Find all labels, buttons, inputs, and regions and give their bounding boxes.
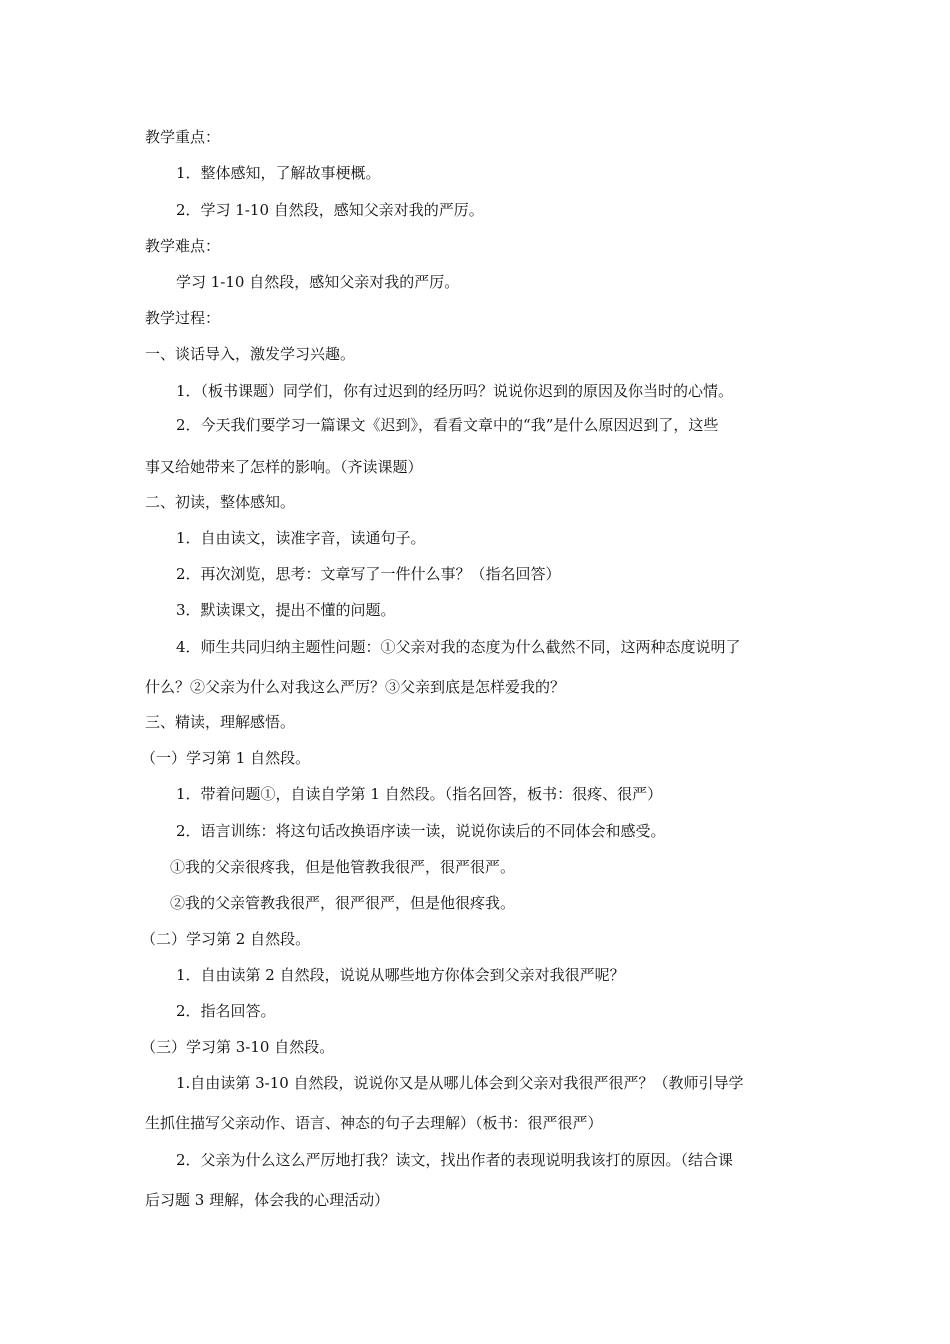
subsection-1-sentence-2: ②我的父亲管教我很严，很严很严，但是他很疼我。 xyxy=(170,894,516,912)
section-1-title: 一、谈话导入，激发学习兴趣。 xyxy=(145,345,356,363)
difficulty-1: 学习 1-10 自然段，感知父亲对我的严厉。 xyxy=(176,273,460,291)
section-1-item-2-cont: 事又给她带来了怎样的影响。（齐读课题） xyxy=(145,458,423,476)
subsection-3-item-1: 1.自由读第 3-10 自然段，说说你又是从哪儿体会到父亲对我很严很严？（教师引导学 xyxy=(176,1074,744,1092)
subsection-2-title: （二）学习第 2 自然段。 xyxy=(141,930,311,948)
section-3-title: 三、精读，理解感悟。 xyxy=(145,713,296,731)
subsection-3-item-1-cont: 生抓住描写父亲动作、语言、神态的句子去理解）（板书：很严很严） xyxy=(145,1114,603,1132)
section-2-item-1: 1．自由读文，读准字音，读通句子。 xyxy=(176,529,426,547)
section-2-title: 二、初读，整体感知。 xyxy=(145,493,296,511)
section-2-item-3: 3．默读课文，提出不懂的问题。 xyxy=(176,601,396,619)
section-2-item-4-cont: 什么？②父亲为什么对我这么严厉？③父亲到底是怎样爱我的？ xyxy=(145,678,566,696)
key-point-1: 1．整体感知，了解故事梗概。 xyxy=(176,164,381,182)
section-2-item-2: 2．再次浏览，思考：文章写了一件什么事？（指名回答） xyxy=(176,565,561,583)
subsection-1-title: （一）学习第 1 自然段。 xyxy=(141,749,311,767)
key-point-2: 2．学习 1-10 自然段，感知父亲对我的严厉。 xyxy=(176,201,484,219)
subsection-1-item-2: 2．语言训练：将这句话改换语序读一读，说说你读后的不同体会和感受。 xyxy=(176,822,666,840)
subsection-3-item-2: 2．父亲为什么这么严厉地打我？读文，找出作者的表现说明我该打的原因。（结合课 xyxy=(176,1151,734,1169)
heading-difficulties: 教学难点： xyxy=(145,237,221,255)
heading-process: 教学过程： xyxy=(145,309,221,327)
subsection-3-item-2-cont: 后习题 3 理解，体会我的心理活动） xyxy=(145,1191,390,1209)
subsection-2-item-2: 2．指名回答。 xyxy=(176,1002,276,1020)
subsection-1-sentence-1: ①我的父亲很疼我，但是他管教我很严，很严很严。 xyxy=(170,858,516,876)
section-1-item-1: 1．（板书课题）同学们，你有过迟到的经历吗？说说你迟到的原因及你当时的心情。 xyxy=(176,382,734,400)
section-1-item-2: 2．今天我们要学习一篇课文《迟到》，看看文章中的“我”是什么原因迟到了，这些 xyxy=(176,416,719,434)
subsection-2-item-1: 1．自由读第 2 自然段，说说从哪些地方你体会到父亲对我很严呢？ xyxy=(176,966,625,984)
subsection-1-item-1: 1．带着问题①，自读自学第 1 自然段。（指名回答，板书：很疼、很严） xyxy=(176,785,663,803)
section-2-item-4: 4．师生共同归纳主题性问题：①父亲对我的态度为什么截然不同，这两种态度说明了 xyxy=(176,638,741,656)
subsection-3-title: （三）学习第 3-10 自然段。 xyxy=(141,1038,335,1056)
heading-key-points: 教学重点： xyxy=(145,128,221,146)
